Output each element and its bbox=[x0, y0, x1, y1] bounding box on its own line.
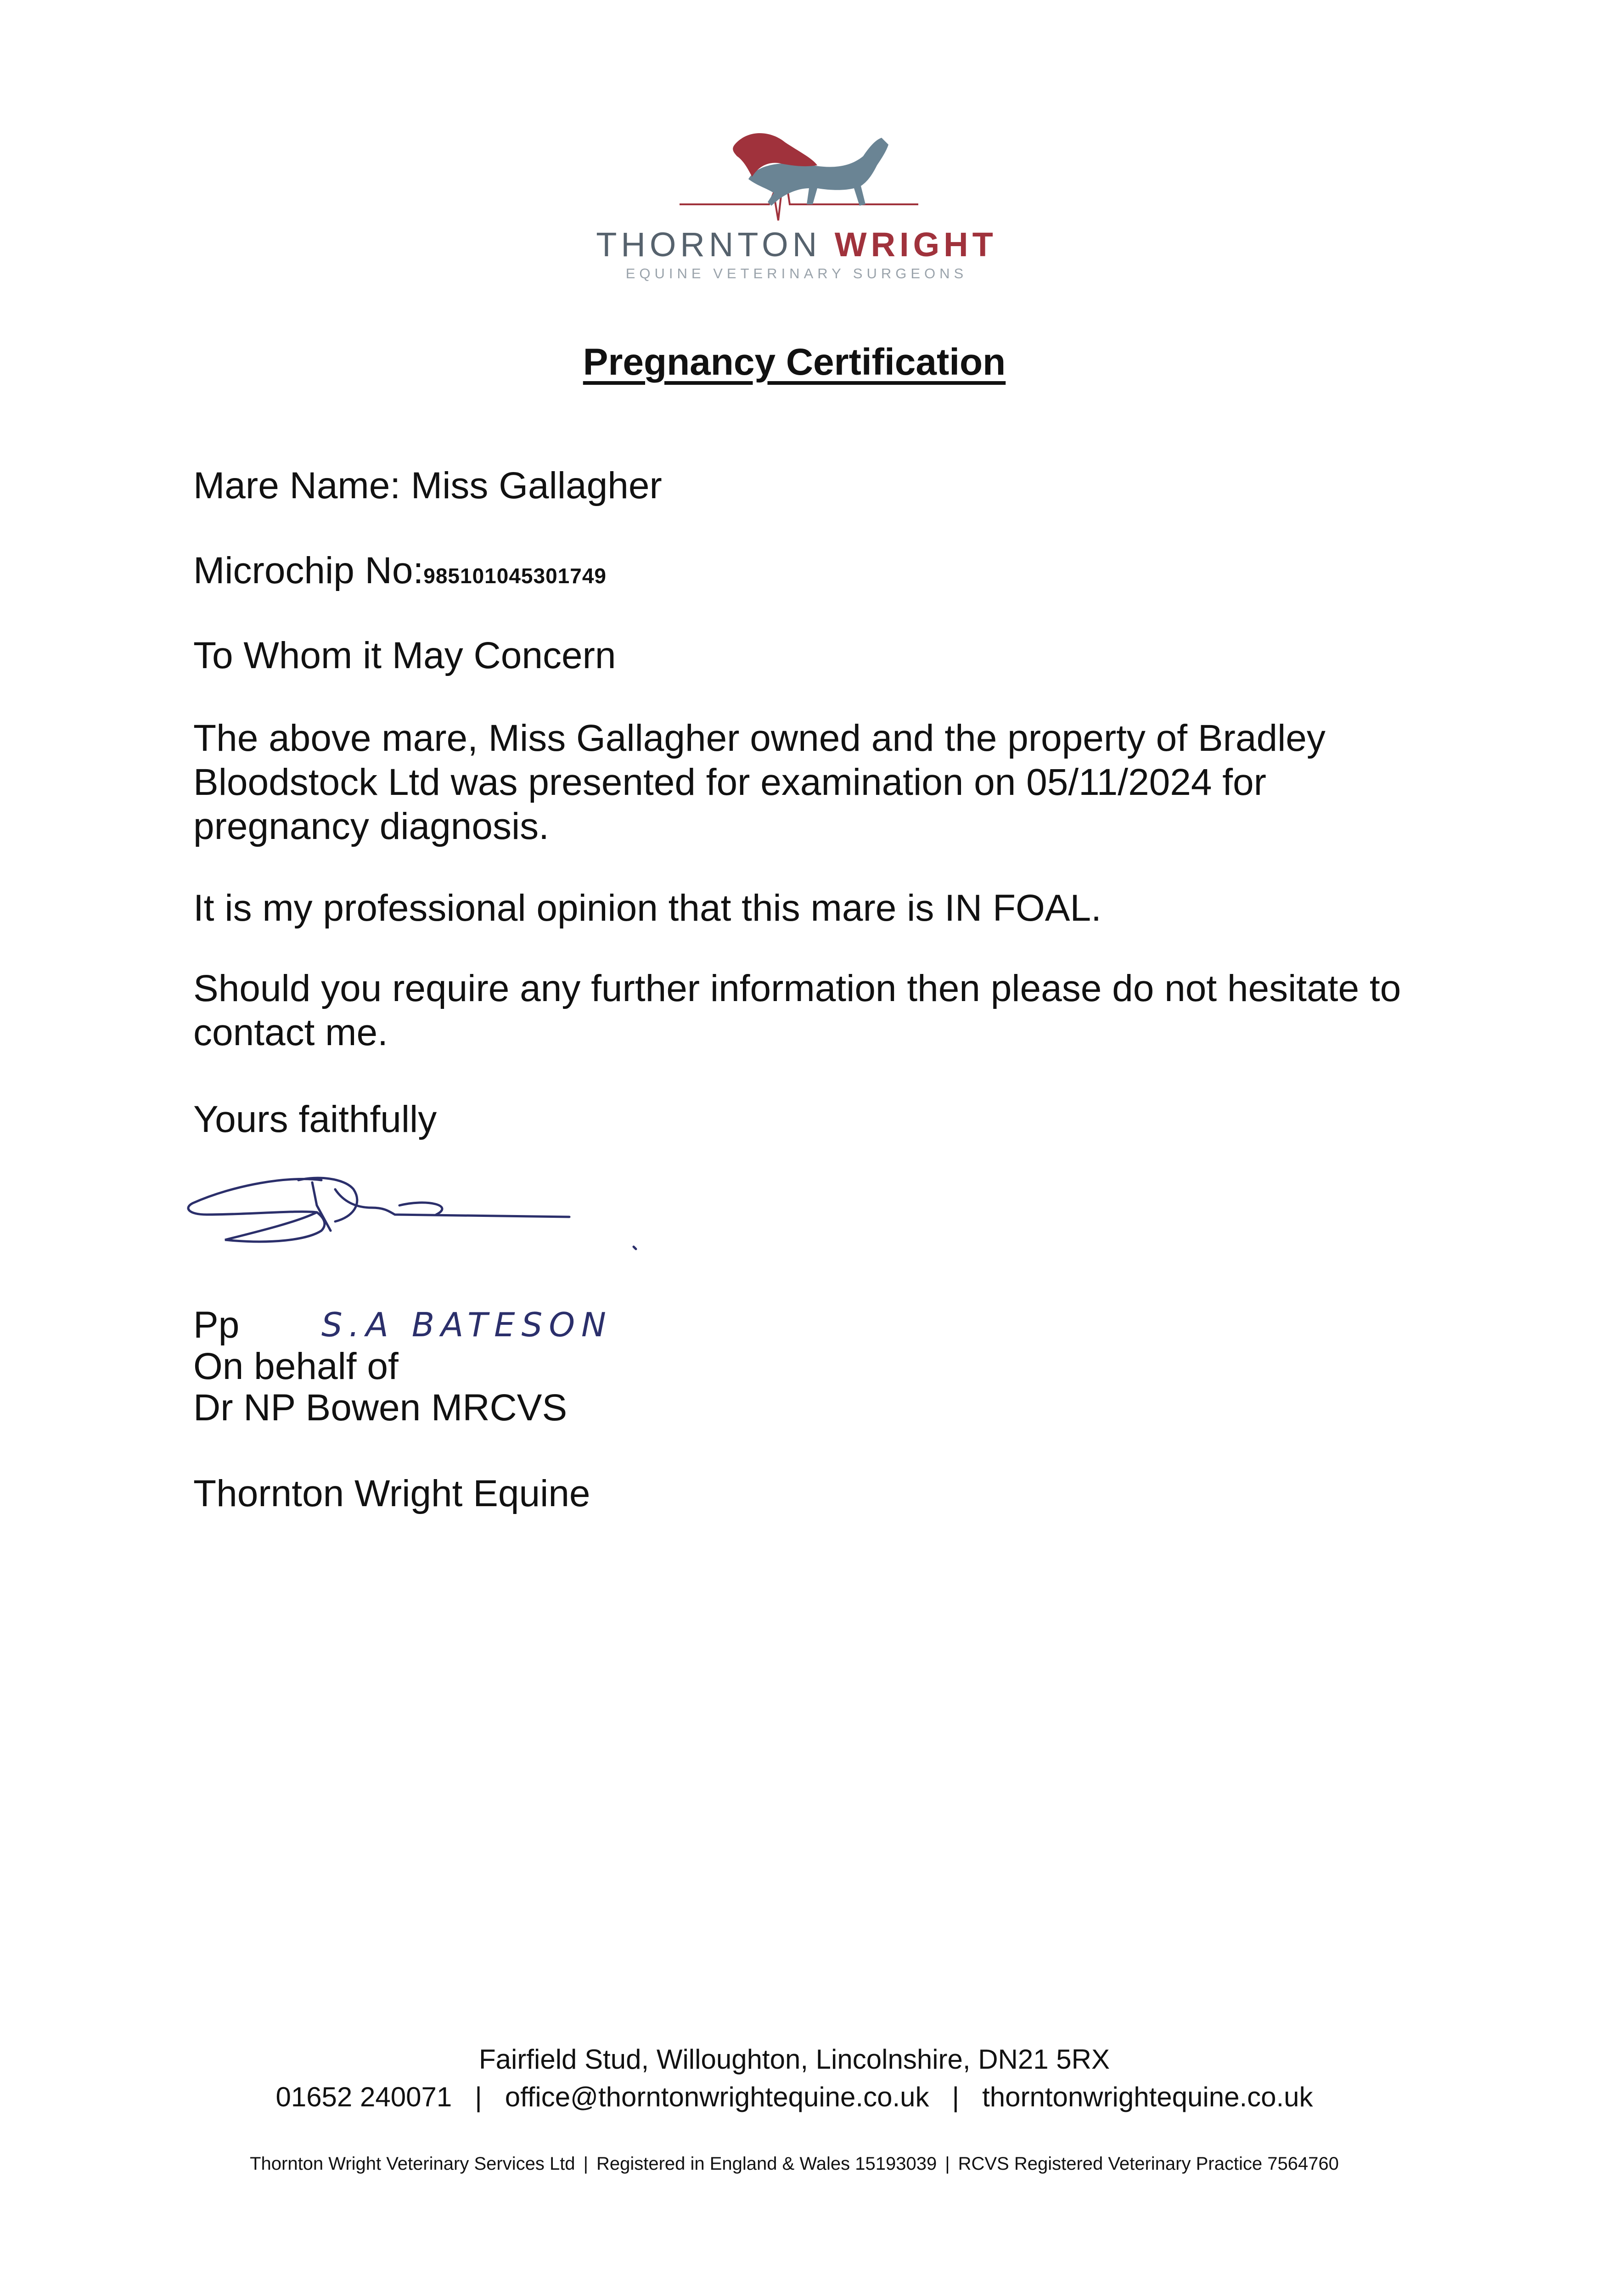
footer-phone: 01652 240071 bbox=[275, 2082, 452, 2112]
separator: | bbox=[945, 2154, 950, 2174]
logo-name-wright: WRIGHT bbox=[834, 225, 997, 264]
practice-name: Thornton Wright Equine bbox=[193, 1473, 590, 1514]
paragraph-contact: Should you require any further information then please do not hesitate to contact me. bbox=[193, 968, 1401, 1053]
salutation: To Whom it May Concern bbox=[193, 635, 616, 676]
logo-horse-graphic bbox=[680, 124, 918, 234]
separator: | bbox=[475, 2082, 482, 2112]
microchip-line bbox=[193, 549, 607, 598]
footer-registration: Registered in England & Wales 15193039 bbox=[596, 2154, 937, 2174]
footer-contact bbox=[0, 2081, 1589, 2113]
mare-name: Mare Name: Miss Gallagher bbox=[193, 465, 662, 506]
on-behalf-label: On behalf of bbox=[193, 1345, 399, 1387]
pp-label: Pp bbox=[193, 1304, 240, 1346]
footer-company: Thornton Wright Veterinary Services Ltd bbox=[250, 2154, 575, 2174]
doctor-name: Dr NP Bowen MRCVS bbox=[193, 1387, 568, 1429]
separator: | bbox=[583, 2154, 588, 2174]
logo-subtitle: EQUINE VETERINARY SURGEONS bbox=[625, 265, 968, 281]
logo-name-thornton: THORNTON bbox=[596, 225, 821, 264]
logo-wordmark bbox=[459, 225, 1134, 264]
microchip-number: 985101045301749 bbox=[423, 564, 607, 588]
microchip-label: Microchip No: bbox=[193, 550, 424, 591]
footer-address: Fairfield Stud, Willoughton, Lincolnshire, DN21 5RX bbox=[479, 2044, 1110, 2075]
footer-email-link[interactable]: office@thorntonwrightequine.co.uk bbox=[505, 2082, 929, 2112]
footer-legal bbox=[0, 2154, 1589, 2174]
footer-rcvs: RCVS Registered Veterinary Practice 7564760 bbox=[958, 2154, 1339, 2174]
signature bbox=[179, 1162, 666, 1286]
pp-handwritten-text: S.A BATESON bbox=[321, 1306, 613, 1344]
closing: Yours faithfully bbox=[193, 1098, 437, 1140]
paragraph-examination: The above mare, Miss Gallagher owned and the property of Bradley Bloodstock Ltd was presented for examination on 05/11/2024 for pregnancy diagnosis. bbox=[193, 717, 1326, 847]
document-title: Pregnancy Certification bbox=[583, 341, 1006, 383]
footer-website-link[interactable]: thorntonwrightequine.co.uk bbox=[982, 2082, 1313, 2112]
paragraph-opinion: It is my professional opinion that this mare is IN FOAL. bbox=[193, 887, 1101, 929]
separator: | bbox=[952, 2082, 960, 2112]
